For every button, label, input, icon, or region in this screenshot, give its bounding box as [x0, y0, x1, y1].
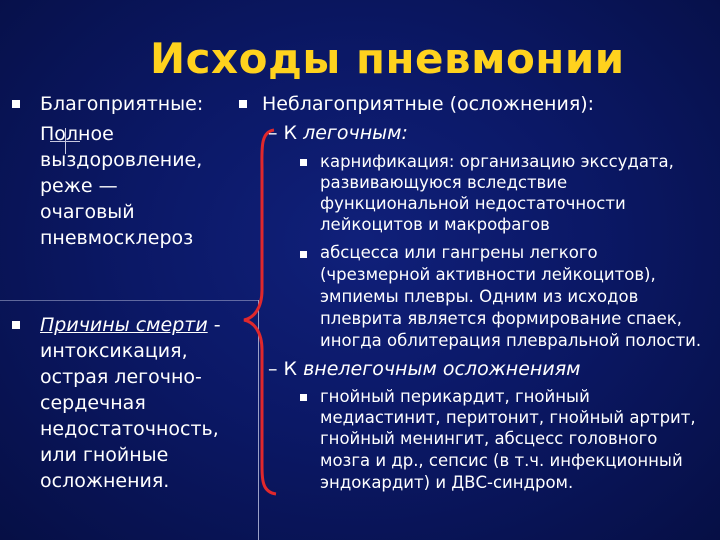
unfavorable-label: Неблагоприятные (осложнения): [262, 93, 595, 115]
favorable-line: выздоровление, [40, 149, 203, 171]
death-causes-label: Причины смерти [40, 314, 208, 336]
death-line: осложнения. [40, 470, 170, 492]
bullet-square-icon [239, 100, 247, 108]
bullet-square-icon [12, 100, 20, 108]
favorable-line: очаговый [40, 201, 135, 223]
extrapulmonary-label: внелегочным осложнениям [303, 358, 581, 380]
favorable-line: реже — [40, 175, 118, 197]
death-line: острая легочно- [40, 366, 202, 388]
extrapulmonary-item-line: эндокардит) и ДВС-синдром. [320, 473, 574, 492]
favorable-line: пневмосклероз [40, 227, 194, 249]
extrapulmonary-item-line: мозга и др., сепсис (в т.ч. инфекционный [320, 451, 683, 470]
slide-title: Исходы пневмонии [150, 34, 625, 83]
death-line: или гнойные [40, 444, 169, 466]
bullet-square-icon [12, 321, 20, 329]
pulmonary-prefix: – К [268, 122, 304, 144]
pulmonary-item-line: лейкоцитов и макрофагов [320, 215, 550, 234]
death-causes-dash: - [207, 314, 221, 336]
death-line: недостаточность, [40, 418, 219, 440]
death-line: интоксикация, [40, 340, 188, 362]
pulmonary-label: легочным: [303, 122, 408, 144]
pulmonary-heading [268, 120, 408, 146]
bullet-square-icon [300, 251, 307, 258]
pulmonary-item-line: (чрезмерной активности лейкоцитов), [320, 265, 656, 284]
pulmonary-item-line: иногда облитерация плевральной полости. [320, 331, 702, 350]
favorable-label: Благоприятные: [40, 93, 204, 115]
pulmonary-item-line: абсцесса или гангрены легкого [320, 243, 598, 262]
death-line: сердечная [40, 392, 146, 414]
pulmonary-item-line: развивающуюся вследствие [320, 173, 568, 192]
brace-icon [240, 100, 280, 500]
divider-horizontal [0, 300, 258, 301]
pulmonary-item-line: эмпиемы плевры. Одним из исходов [320, 287, 639, 306]
favorable-line: Полное [40, 123, 114, 145]
death-causes-heading [40, 312, 221, 338]
pulmonary-item-line: функциональной недостаточности [320, 194, 626, 213]
pulmonary-item-line: плеврита является формирование спаек, [320, 309, 682, 328]
extrapulmonary-item-line: гнойный менингит, абсцесс головного [320, 429, 658, 448]
extrapulmonary-item-line: гнойный перикардит, гнойный [320, 387, 590, 406]
extrapulmonary-item-line: медиастинит, перитонит, гнойный артрит, [320, 408, 696, 427]
pulmonary-item-line: карнификация: организацию экссудата, [320, 152, 674, 171]
extrapulmonary-heading [268, 356, 580, 382]
bullet-square-icon [300, 394, 307, 401]
extrapulmonary-prefix: – К [268, 358, 304, 380]
bullet-square-icon [300, 159, 307, 166]
